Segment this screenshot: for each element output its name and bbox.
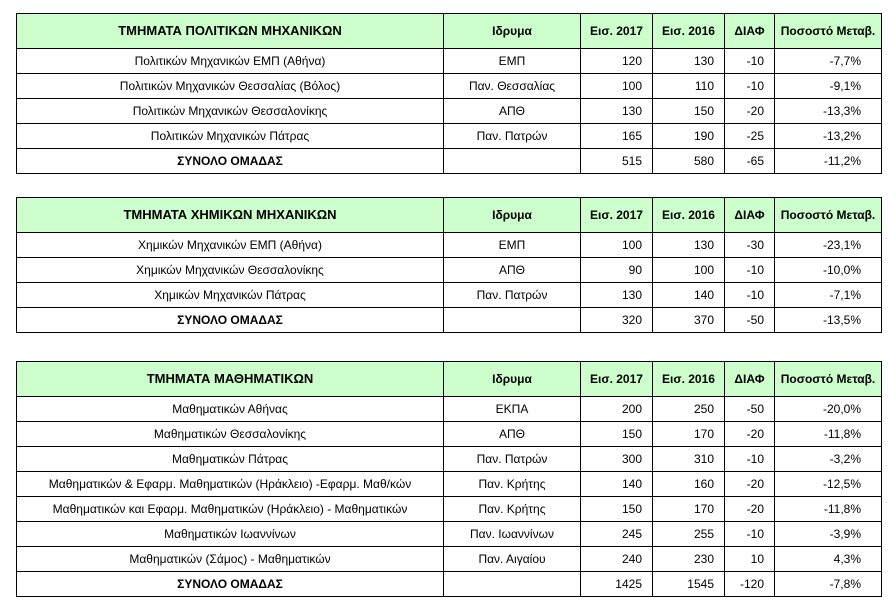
group-total-label: ΣΥΝΟΛΟ ΟΜΑΔΑΣ xyxy=(17,572,444,597)
col-2016-header: Εισ. 2016 xyxy=(653,362,725,397)
institution: ΕΜΠ xyxy=(444,233,581,258)
table-row xyxy=(17,74,882,99)
admissions-2016: 190 xyxy=(653,124,725,149)
institution xyxy=(444,308,581,333)
percent-change: -3,2% xyxy=(775,447,882,472)
table-row xyxy=(17,472,882,497)
admissions-2017: 150 xyxy=(581,422,653,447)
admissions-2016: 170 xyxy=(653,497,725,522)
department-name: Πολιτικών Μηχανικών Πάτρας xyxy=(17,124,444,149)
table-row xyxy=(17,258,882,283)
department-name: Μαθηματικών Πάτρας xyxy=(17,447,444,472)
col-2017-header: Εισ. 2017 xyxy=(581,362,653,397)
institution: ΑΠΘ xyxy=(444,258,581,283)
difference: 10 xyxy=(725,547,775,572)
admissions-2016: 150 xyxy=(653,99,725,124)
percent-change: -20,0% xyxy=(775,397,882,422)
total-row xyxy=(17,149,882,174)
table-header-row xyxy=(17,198,882,233)
admissions-2017: 100 xyxy=(581,233,653,258)
percent-change: -13,3% xyxy=(775,99,882,124)
table-header-row xyxy=(17,14,882,49)
percent-change: -7,1% xyxy=(775,283,882,308)
department-name: Μαθηματικών & Εφαρμ. Μαθηματικών (Ηράκλειο) -Εφαρμ. Μαθ/κών xyxy=(17,472,444,497)
admissions-2017: 130 xyxy=(581,99,653,124)
institution: ΕΚΠΑ xyxy=(444,397,581,422)
table-row xyxy=(17,447,882,472)
col-institution-header: Ιδρυμα xyxy=(444,362,581,397)
table-row xyxy=(17,124,882,149)
total-percent-change: -11,2% xyxy=(775,149,882,174)
institution: ΑΠΘ xyxy=(444,422,581,447)
difference: -25 xyxy=(725,124,775,149)
admissions-2016: 250 xyxy=(653,397,725,422)
group-title: ΤΜΗΜΑΤΑ ΜΑΘΗΜΑΤΙΚΩΝ xyxy=(17,362,444,397)
difference: -20 xyxy=(725,99,775,124)
mathematics-table xyxy=(16,361,882,597)
institution xyxy=(444,149,581,174)
admissions-2017: 150 xyxy=(581,497,653,522)
group-title: ΤΜΗΜΑΤΑ ΠΟΛΙΤΙΚΩΝ ΜΗΧΑΝΙΚΩΝ xyxy=(17,14,444,49)
total-difference: -120 xyxy=(725,572,775,597)
department-name: Μαθηματικών Αθήνας xyxy=(17,397,444,422)
institution: Παν. Θεσσαλίας xyxy=(444,74,581,99)
percent-change: -13,2% xyxy=(775,124,882,149)
institution: Παν. Ιωαννίνων xyxy=(444,522,581,547)
percent-change: 4,3% xyxy=(775,547,882,572)
admissions-2017: 200 xyxy=(581,397,653,422)
table-row xyxy=(17,233,882,258)
total-percent-change: -7,8% xyxy=(775,572,882,597)
total-difference: -50 xyxy=(725,308,775,333)
difference: -50 xyxy=(725,397,775,422)
col-pct-header: Ποσοστό Μεταβ. xyxy=(775,14,882,49)
institution: ΕΜΠ xyxy=(444,49,581,74)
institution: ΑΠΘ xyxy=(444,99,581,124)
difference: -10 xyxy=(725,522,775,547)
chemical-engineering-table xyxy=(16,197,882,333)
percent-change: -23,1% xyxy=(775,233,882,258)
department-name: Μαθηματικών Ιωαννίνων xyxy=(17,522,444,547)
institution: Παν. Κρήτης xyxy=(444,472,581,497)
admissions-2016: 110 xyxy=(653,74,725,99)
admissions-2017: 140 xyxy=(581,472,653,497)
admissions-2016: 170 xyxy=(653,422,725,447)
total-2016: 580 xyxy=(653,149,725,174)
col-pct-header: Ποσοστό Μεταβ. xyxy=(775,362,882,397)
admissions-2016: 310 xyxy=(653,447,725,472)
admissions-2016: 100 xyxy=(653,258,725,283)
admissions-2017: 130 xyxy=(581,283,653,308)
department-name: Μαθηματικών (Σάμος) - Μαθηματικών xyxy=(17,547,444,572)
group-total-label: ΣΥΝΟΛΟ ΟΜΑΔΑΣ xyxy=(17,149,444,174)
total-2016: 1545 xyxy=(653,572,725,597)
table-header-row xyxy=(17,362,882,397)
total-2017: 1425 xyxy=(581,572,653,597)
col-diff-header: ΔΙΑΦ xyxy=(725,362,775,397)
admissions-2016: 255 xyxy=(653,522,725,547)
department-name: Μαθηματικών Θεσσαλονίκης xyxy=(17,422,444,447)
admissions-2017: 300 xyxy=(581,447,653,472)
col-diff-header: ΔΙΑΦ xyxy=(725,14,775,49)
col-diff-header: ΔΙΑΦ xyxy=(725,198,775,233)
table-row xyxy=(17,547,882,572)
total-difference: -65 xyxy=(725,149,775,174)
department-name: Χημικών Μηχανικών Πάτρας xyxy=(17,283,444,308)
total-percent-change: -13,5% xyxy=(775,308,882,333)
difference: -20 xyxy=(725,472,775,497)
percent-change: -3,9% xyxy=(775,522,882,547)
total-2017: 515 xyxy=(581,149,653,174)
institution: Παν. Πατρών xyxy=(444,124,581,149)
table-row xyxy=(17,422,882,447)
percent-change: -12,5% xyxy=(775,472,882,497)
total-2016: 370 xyxy=(653,308,725,333)
group-title: ΤΜΗΜΑΤΑ ΧΗΜΙΚΩΝ ΜΗΧΑΝΙΚΩΝ xyxy=(17,198,444,233)
admissions-2017: 100 xyxy=(581,74,653,99)
percent-change: -7,7% xyxy=(775,49,882,74)
col-institution-header: Ιδρυμα xyxy=(444,198,581,233)
admissions-2016: 140 xyxy=(653,283,725,308)
difference: -10 xyxy=(725,258,775,283)
col-2017-header: Εισ. 2017 xyxy=(581,198,653,233)
difference: -20 xyxy=(725,497,775,522)
percent-change: -10,0% xyxy=(775,258,882,283)
table-row xyxy=(17,397,882,422)
col-institution-header: Ιδρυμα xyxy=(444,14,581,49)
civil-engineering-table xyxy=(16,13,882,174)
admissions-2016: 130 xyxy=(653,49,725,74)
department-name: Πολιτικών Μηχανικών ΕΜΠ (Αθήνα) xyxy=(17,49,444,74)
table-row xyxy=(17,283,882,308)
admissions-2016: 130 xyxy=(653,233,725,258)
department-name: Χημικών Μηχανικών ΕΜΠ (Αθήνα) xyxy=(17,233,444,258)
admissions-2017: 165 xyxy=(581,124,653,149)
department-name: Μαθηματικών και Εφαρμ. Μαθηματικών (Ηράκλειο) - Μαθηματικών xyxy=(17,497,444,522)
col-2016-header: Εισ. 2016 xyxy=(653,14,725,49)
percent-change: -11,8% xyxy=(775,497,882,522)
institution xyxy=(444,572,581,597)
percent-change: -9,1% xyxy=(775,74,882,99)
total-row xyxy=(17,572,882,597)
admissions-2017: 245 xyxy=(581,522,653,547)
admissions-2017: 90 xyxy=(581,258,653,283)
department-name: Χημικών Μηχανικών Θεσσαλονίκης xyxy=(17,258,444,283)
difference: -10 xyxy=(725,49,775,74)
difference: -10 xyxy=(725,74,775,99)
total-2017: 320 xyxy=(581,308,653,333)
department-name: Πολιτικών Μηχανικών Θεσσαλονίκης xyxy=(17,99,444,124)
institution: Παν. Πατρών xyxy=(444,283,581,308)
institution: Παν. Πατρών xyxy=(444,447,581,472)
percent-change: -11,8% xyxy=(775,422,882,447)
department-name: Πολιτικών Μηχανικών Θεσσαλίας (Βόλος) xyxy=(17,74,444,99)
table-row xyxy=(17,49,882,74)
admissions-2017: 240 xyxy=(581,547,653,572)
group-total-label: ΣΥΝΟΛΟ ΟΜΑΔΑΣ xyxy=(17,308,444,333)
admissions-2017: 120 xyxy=(581,49,653,74)
institution: Παν. Κρήτης xyxy=(444,497,581,522)
institution: Παν. Αιγαίου xyxy=(444,547,581,572)
admissions-2016: 230 xyxy=(653,547,725,572)
table-row xyxy=(17,522,882,547)
table-row xyxy=(17,99,882,124)
difference: -10 xyxy=(725,447,775,472)
col-pct-header: Ποσοστό Μεταβ. xyxy=(775,198,882,233)
table-row xyxy=(17,497,882,522)
col-2016-header: Εισ. 2016 xyxy=(653,198,725,233)
difference: -10 xyxy=(725,283,775,308)
difference: -30 xyxy=(725,233,775,258)
col-2017-header: Εισ. 2017 xyxy=(581,14,653,49)
admissions-2016: 160 xyxy=(653,472,725,497)
total-row xyxy=(17,308,882,333)
difference: -20 xyxy=(725,422,775,447)
